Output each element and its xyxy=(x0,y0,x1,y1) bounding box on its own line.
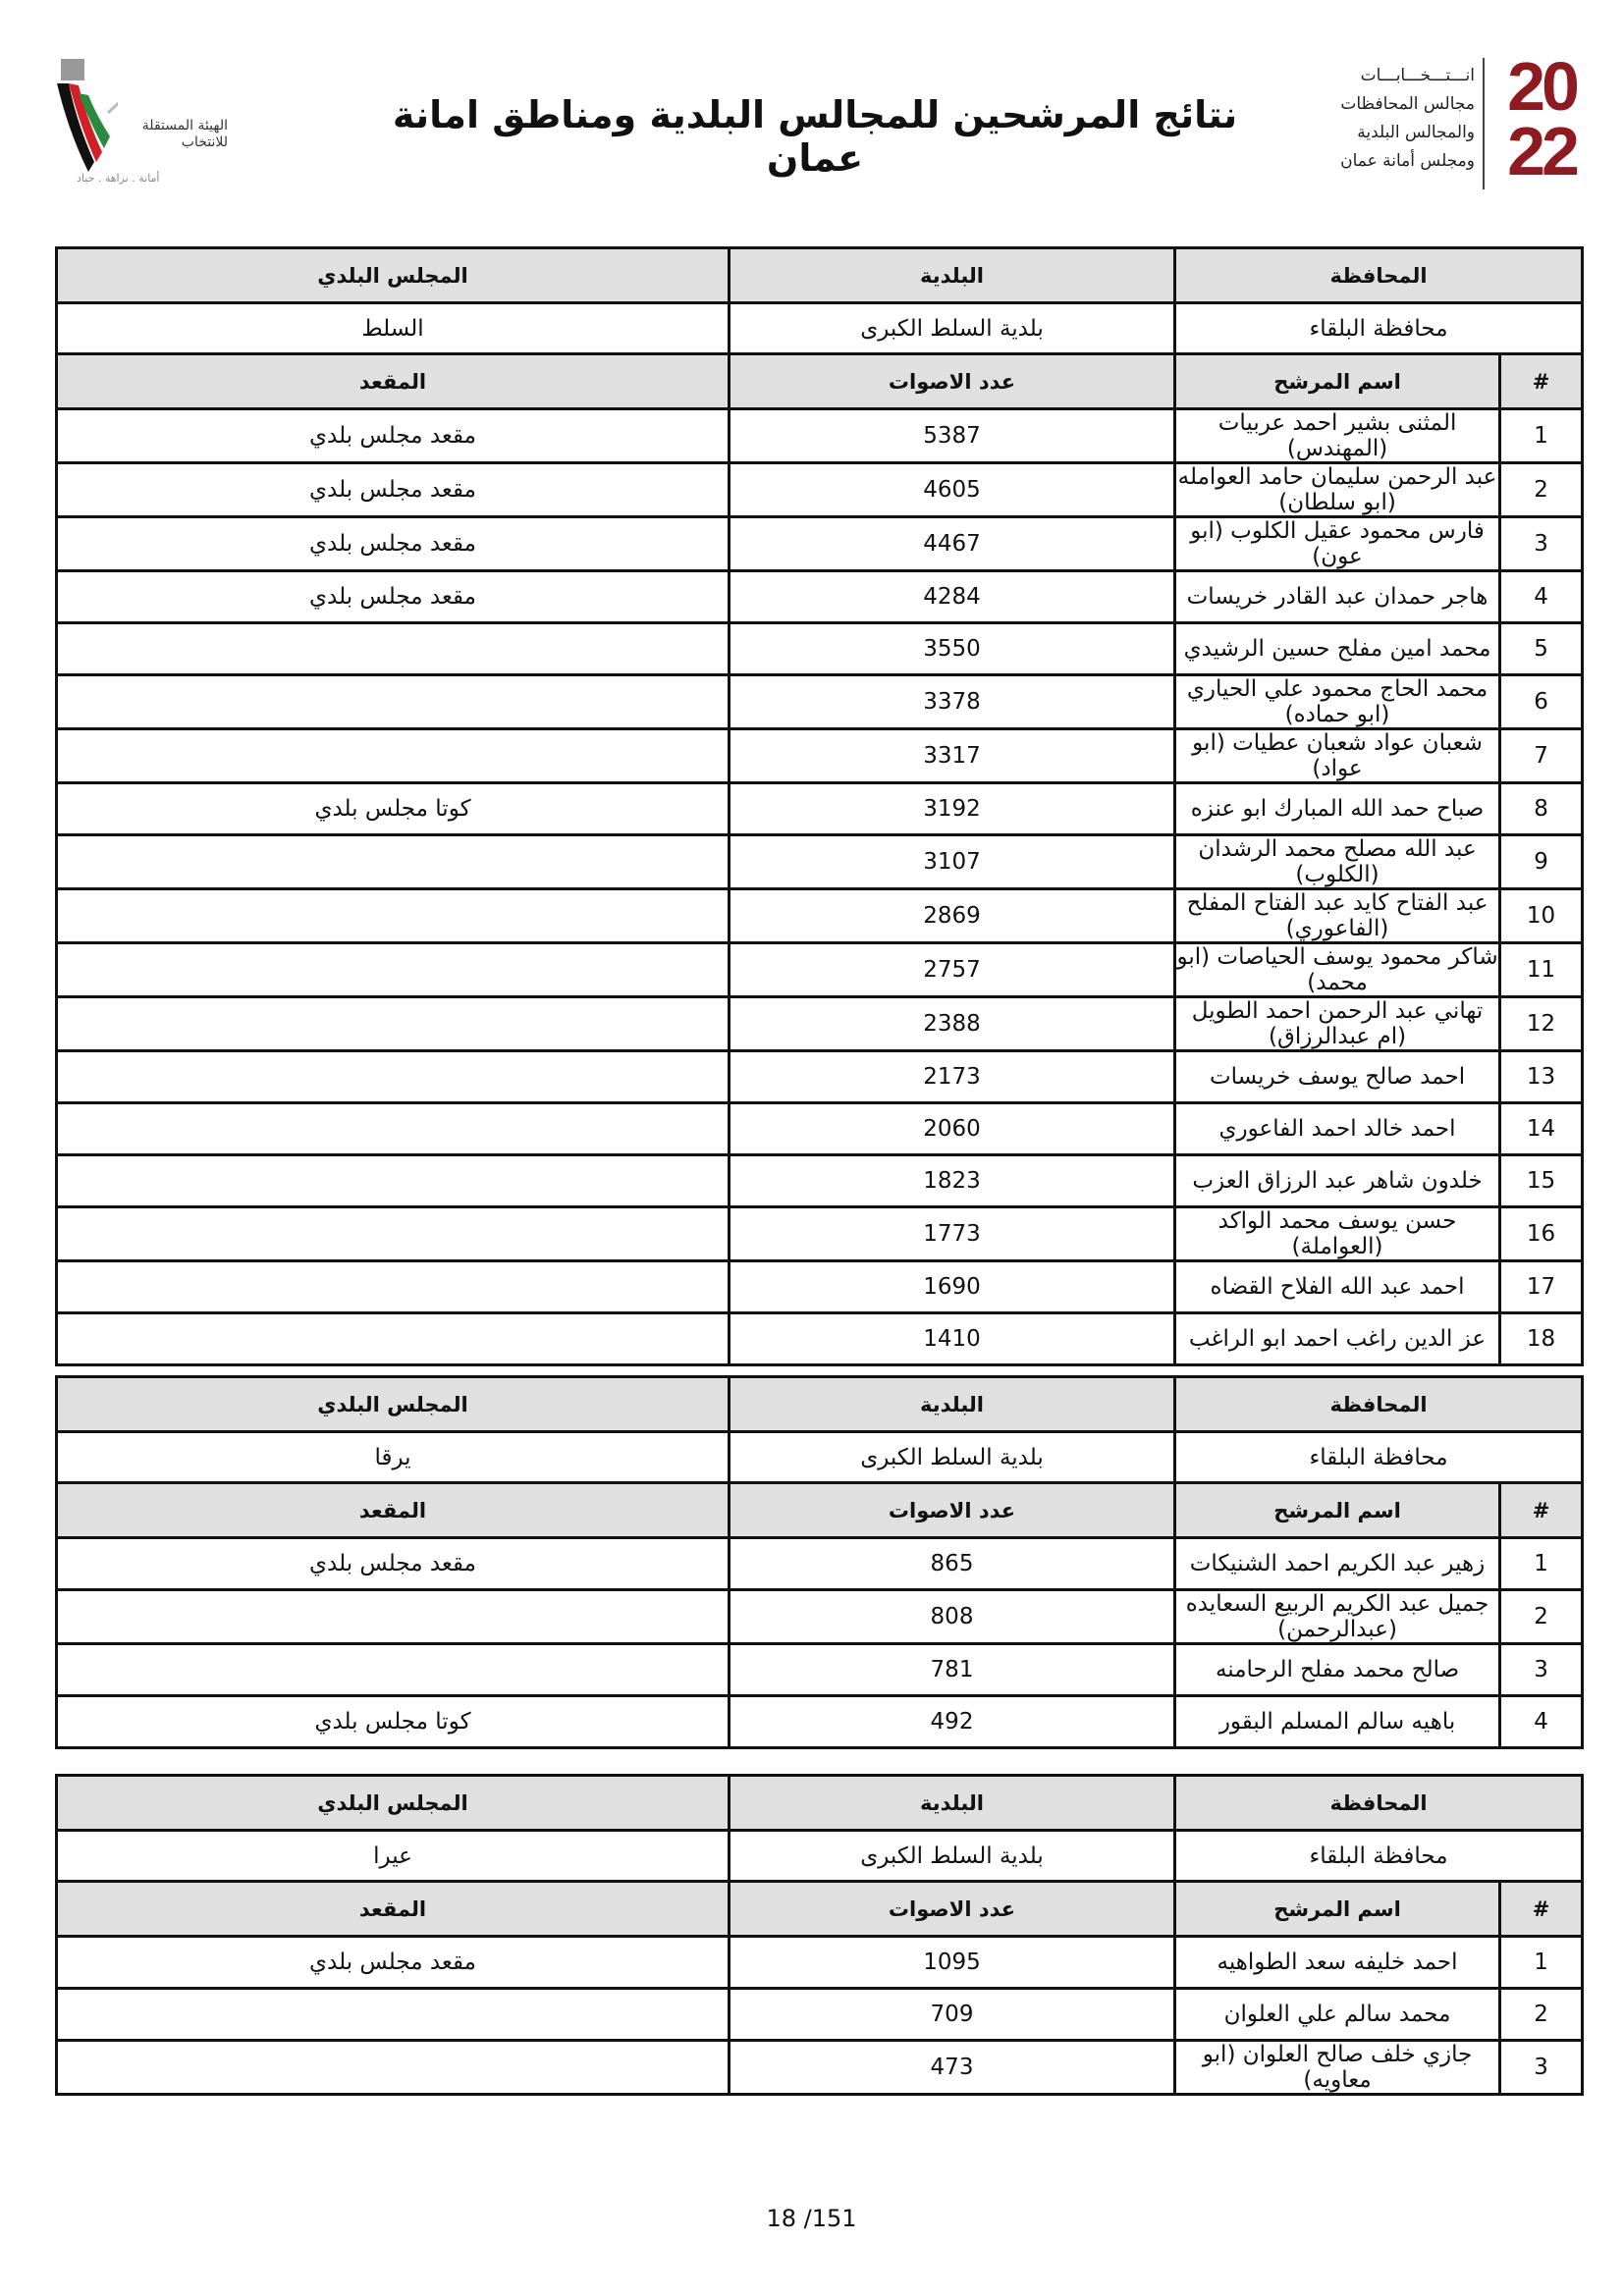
votes-header: عدد الاصوات xyxy=(730,354,1175,409)
column-header-row xyxy=(57,1483,1583,1538)
logo-line-3: والمجالس البلدية xyxy=(1357,123,1475,142)
vote-count: 1690 xyxy=(730,1261,1175,1313)
municipality-header: البلدية xyxy=(730,1776,1175,1831)
location-row xyxy=(57,303,1583,354)
page-number: 18 /151 xyxy=(766,2205,857,2232)
candidate-name: محمد امين مفلح حسين الرشيدي xyxy=(1175,623,1500,675)
seat-type: مقعد مجلس بلدي xyxy=(57,571,730,623)
vote-count: 1773 xyxy=(730,1207,1175,1261)
seat-type: كوتا مجلس بلدي xyxy=(57,783,730,835)
vote-count: 781 xyxy=(730,1644,1175,1696)
table-row xyxy=(57,835,1583,889)
council-value: عيرا xyxy=(57,1831,730,1882)
table-row xyxy=(57,571,1583,623)
governorate-header: المحافظة xyxy=(1175,1776,1583,1831)
vote-count: 865 xyxy=(730,1538,1175,1590)
table-row xyxy=(57,1696,1583,1748)
table-row xyxy=(57,675,1583,729)
seat-header: المقعد xyxy=(57,1483,730,1538)
row-number: 10 xyxy=(1500,889,1583,943)
vote-count: 492 xyxy=(730,1696,1175,1748)
results-table xyxy=(55,1774,1584,2096)
candidate-name: المثنى بشير احمد عربيات (المهندس) xyxy=(1175,409,1500,463)
vote-count: 473 xyxy=(730,2041,1175,2095)
row-number: 17 xyxy=(1500,1261,1583,1313)
vote-count: 3317 xyxy=(730,729,1175,783)
seat-type xyxy=(57,1644,730,1696)
seat-type xyxy=(57,1155,730,1207)
row-number: 2 xyxy=(1500,463,1583,517)
row-number: 14 xyxy=(1500,1103,1583,1155)
row-number: 18 xyxy=(1500,1313,1583,1365)
table-row xyxy=(57,1313,1583,1365)
seat-type xyxy=(57,997,730,1051)
column-header-row xyxy=(57,1882,1583,1937)
seat-type: مقعد مجلس بلدي xyxy=(57,517,730,571)
row-number: 3 xyxy=(1500,2041,1583,2095)
row-number: 5 xyxy=(1500,623,1583,675)
council-header: المجلس البلدي xyxy=(57,1377,730,1432)
council-value: يرقا xyxy=(57,1432,730,1483)
row-number: 15 xyxy=(1500,1155,1583,1207)
row-number: 3 xyxy=(1500,1644,1583,1696)
vote-count: 808 xyxy=(730,1590,1175,1644)
seat-type xyxy=(57,1989,730,2041)
council-header: المجلس البلدي xyxy=(57,1776,730,1831)
candidate-header: اسم المرشح xyxy=(1175,1882,1500,1937)
num-header: # xyxy=(1500,1483,1583,1538)
table-row xyxy=(57,409,1583,463)
vote-count: 2060 xyxy=(730,1103,1175,1155)
location-row xyxy=(57,1432,1583,1483)
vote-count: 3550 xyxy=(730,623,1175,675)
row-number: 9 xyxy=(1500,835,1583,889)
seat-type xyxy=(57,1590,730,1644)
vote-count: 4467 xyxy=(730,517,1175,571)
candidate-name: هاجر حمدان عبد القادر خريسات xyxy=(1175,571,1500,623)
location-header-row xyxy=(57,1377,1583,1432)
candidate-name: فارس محمود عقيل الكلوب (ابو عون) xyxy=(1175,517,1500,571)
candidate-name: احمد خالد احمد الفاعوري xyxy=(1175,1103,1500,1155)
vote-count: 5387 xyxy=(730,409,1175,463)
row-number: 2 xyxy=(1500,1590,1583,1644)
council-value: السلط xyxy=(57,303,730,354)
governorate-header: المحافظة xyxy=(1175,1377,1583,1432)
logo-line-2: مجالس المحافظات xyxy=(1340,94,1475,114)
row-number: 1 xyxy=(1500,1538,1583,1590)
candidate-name: خلدون شاهر عبد الرزاق العزب xyxy=(1175,1155,1500,1207)
municipality-value: بلدية السلط الكبرى xyxy=(730,1831,1175,1882)
seat-type xyxy=(57,623,730,675)
candidate-name: تهاني عبد الرحمن احمد الطويل (ام عبدالرزاق) xyxy=(1175,997,1500,1051)
table-row xyxy=(57,1103,1583,1155)
vote-count: 2173 xyxy=(730,1051,1175,1103)
municipality-header: البلدية xyxy=(730,1377,1175,1432)
vote-count: 2757 xyxy=(730,943,1175,997)
seat-type: مقعد مجلس بلدي xyxy=(57,1538,730,1590)
page-title: نتائج المرشحين للمجالس البلدية ومناطق امانة عمان xyxy=(392,93,1238,180)
row-number: 12 xyxy=(1500,997,1583,1051)
table-row xyxy=(57,729,1583,783)
results-table xyxy=(55,246,1584,1366)
row-number: 16 xyxy=(1500,1207,1583,1261)
seat-type xyxy=(57,889,730,943)
vote-count: 1823 xyxy=(730,1155,1175,1207)
governorate-header: المحافظة xyxy=(1175,248,1583,303)
candidate-name: زهير عبد الكريم احمد الشنيكات xyxy=(1175,1538,1500,1590)
table-row xyxy=(57,1590,1583,1644)
seat-type xyxy=(57,1103,730,1155)
table-row xyxy=(57,889,1583,943)
num-header: # xyxy=(1500,1882,1583,1937)
location-header-row xyxy=(57,1776,1583,1831)
candidate-header: اسم المرشح xyxy=(1175,1483,1500,1538)
table-row xyxy=(57,1644,1583,1696)
seat-type: مقعد مجلس بلدي xyxy=(57,409,730,463)
municipality-header: البلدية xyxy=(730,248,1175,303)
table-row xyxy=(57,783,1583,835)
candidate-name: احمد صالح يوسف خريسات xyxy=(1175,1051,1500,1103)
row-number: 13 xyxy=(1500,1051,1583,1103)
seat-type xyxy=(57,675,730,729)
location-header-row xyxy=(57,248,1583,303)
council-header: المجلس البلدي xyxy=(57,248,730,303)
table-row xyxy=(57,1051,1583,1103)
column-header-row xyxy=(57,354,1583,409)
municipality-value: بلدية السلط الكبرى xyxy=(730,1432,1175,1483)
iec-emblem-icon xyxy=(49,54,118,191)
vote-count: 1095 xyxy=(730,1937,1175,1989)
table-row xyxy=(57,463,1583,517)
logo-line-4: ومجلس أمانة عمان xyxy=(1340,151,1475,171)
row-number: 4 xyxy=(1500,571,1583,623)
seat-type: مقعد مجلس بلدي xyxy=(57,1937,730,1989)
table-row xyxy=(57,1207,1583,1261)
row-number: 11 xyxy=(1500,943,1583,997)
candidate-name: باهيه سالم المسلم البقور xyxy=(1175,1696,1500,1748)
table-row xyxy=(57,943,1583,997)
candidate-name: عز الدين راغب احمد ابو الراغب xyxy=(1175,1313,1500,1365)
governorate-value: محافظة البلقاء xyxy=(1175,1831,1583,1882)
candidate-name: حسن يوسف محمد الواكد (العواملة) xyxy=(1175,1207,1500,1261)
candidate-name: صباح حمد الله المبارك ابو عنزه xyxy=(1175,783,1500,835)
row-number: 3 xyxy=(1500,517,1583,571)
year-mark: 20 22 xyxy=(1507,48,1576,189)
table-row xyxy=(57,1261,1583,1313)
candidate-name: شاكر محمود يوسف الحياصات (ابو محمد) xyxy=(1176,944,1498,995)
seat-type xyxy=(57,1313,730,1365)
seat-type: كوتا مجلس بلدي xyxy=(57,1696,730,1748)
vote-count: 3378 xyxy=(730,675,1175,729)
candidate-name: صالح محمد مفلح الرحامنه xyxy=(1175,1644,1500,1696)
table-row xyxy=(57,1989,1583,2041)
seat-type xyxy=(57,835,730,889)
seat-type xyxy=(57,2041,730,2095)
candidate-name: شعبان عواد شعبان عطيات (ابو عواد) xyxy=(1175,729,1500,783)
seat-header: المقعد xyxy=(57,1882,730,1937)
iec-logo xyxy=(49,54,245,191)
location-row xyxy=(57,1831,1583,1882)
results-table xyxy=(55,1375,1584,1749)
iec-name-line-1: الهيئة المستقلة xyxy=(141,118,228,133)
logo-line-1: انـــتـــخـــابـــات xyxy=(1360,66,1475,85)
candidate-name: جازي خلف صالح العلوان (ابو معاويه) xyxy=(1175,2041,1500,2095)
seat-header: المقعد xyxy=(57,354,730,409)
vote-count: 1410 xyxy=(730,1313,1175,1365)
seat-type xyxy=(57,943,730,997)
vote-count: 2388 xyxy=(730,997,1175,1051)
table-row xyxy=(57,623,1583,675)
row-number: 6 xyxy=(1500,675,1583,729)
logo-divider xyxy=(1483,58,1485,189)
vote-count: 4284 xyxy=(730,571,1175,623)
vote-count: 3192 xyxy=(730,783,1175,835)
table-row xyxy=(57,517,1583,571)
seat-type: مقعد مجلس بلدي xyxy=(57,463,730,517)
seat-type xyxy=(57,1051,730,1103)
table-row xyxy=(57,2041,1583,2095)
elections-2022-logo xyxy=(1296,48,1591,191)
candidate-name: احمد خليفه سعد الطواهيه xyxy=(1175,1937,1500,1989)
table-row xyxy=(57,1538,1583,1590)
candidate-name: عبد الله مصلح محمد الرشدان (الكلوب) xyxy=(1175,835,1500,889)
table-row xyxy=(57,997,1583,1051)
candidate-name: عبد الرحمن سليمان حامد العوامله (ابو سلطان) xyxy=(1175,463,1500,517)
seat-type xyxy=(57,729,730,783)
iec-name-line-2: للانتخاب xyxy=(181,134,228,150)
candidate-name: محمد سالم علي العلوان xyxy=(1175,1989,1500,2041)
row-number: 8 xyxy=(1500,783,1583,835)
num-header: # xyxy=(1500,354,1583,409)
municipality-value: بلدية السلط الكبرى xyxy=(730,303,1175,354)
table-row xyxy=(57,1155,1583,1207)
table-row xyxy=(57,1937,1583,1989)
seat-type xyxy=(57,1261,730,1313)
seat-type xyxy=(57,1207,730,1261)
governorate-value: محافظة البلقاء xyxy=(1175,303,1583,354)
row-number: 4 xyxy=(1500,1696,1583,1748)
candidate-name: جميل عبد الكريم الربيع السعايده (عبدالرحمن) xyxy=(1175,1590,1500,1644)
votes-header: عدد الاصوات xyxy=(730,1882,1175,1937)
candidate-name: عبد الفتاح كايد عبد الفتاح المفلح (الفاعوري) xyxy=(1175,889,1500,943)
votes-header: عدد الاصوات xyxy=(730,1483,1175,1538)
vote-count: 709 xyxy=(730,1989,1175,2041)
vote-count: 4605 xyxy=(730,463,1175,517)
row-number: 1 xyxy=(1500,409,1583,463)
vote-count: 2869 xyxy=(730,889,1175,943)
governorate-value: محافظة البلقاء xyxy=(1175,1432,1583,1483)
iec-motto: أمانة . نزاهة . حياد xyxy=(77,172,160,185)
row-number: 2 xyxy=(1500,1989,1583,2041)
row-number: 1 xyxy=(1500,1937,1583,1989)
candidate-header: اسم المرشح xyxy=(1175,354,1500,409)
row-number: 7 xyxy=(1500,729,1583,783)
vote-count: 3107 xyxy=(730,835,1175,889)
candidate-name: احمد عبد الله الفلاح القضاه xyxy=(1175,1261,1500,1313)
candidate-name: محمد الحاج محمود علي الحياري (ابو حماده) xyxy=(1175,675,1500,729)
